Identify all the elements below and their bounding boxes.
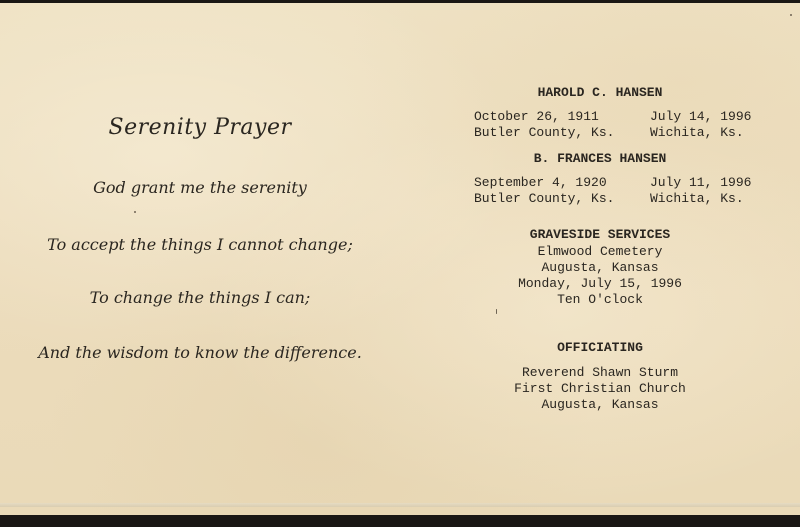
services-date: Monday, July 15, 1996 (518, 276, 682, 291)
prayer-line-4: And the wisdom to know the difference. (38, 343, 362, 362)
death-place: Wichita, Ks. (650, 191, 744, 206)
person-name: HAROLD C. HANSEN (537, 85, 663, 100)
paper-speck (790, 14, 792, 16)
obituary-panel (400, 3, 800, 515)
services-heading: GRAVESIDE SERVICES (529, 227, 671, 242)
parchment-paper (0, 3, 800, 515)
birth-place: Butler County, Ks. (474, 125, 615, 140)
person-name: B. FRANCES HANSEN (533, 151, 667, 166)
officiant-church: First Christian Church (514, 381, 686, 396)
birth-date: October 26, 1911 (474, 109, 599, 124)
serenity-prayer-panel (0, 3, 400, 515)
prayer-line-3: To change the things I can; (89, 288, 311, 307)
prayer-title: Serenity Prayer (108, 115, 292, 140)
paper-bottom-edge (0, 503, 800, 507)
prayer-line-2: To accept the things I cannot change; (47, 235, 353, 254)
death-place: Wichita, Ks. (650, 125, 744, 140)
services-location: Elmwood Cemetery (537, 244, 663, 259)
paper-speck (134, 211, 136, 213)
prayer-line-1: God grant me the serenity (93, 178, 307, 197)
paper-speck (496, 309, 497, 314)
death-date: July 14, 1996 (650, 109, 752, 124)
birth-date: September 4, 1920 (474, 175, 607, 190)
officiant-name: Reverend Shawn Sturm (521, 365, 679, 380)
officiating-heading: OFFICIATING (557, 340, 643, 355)
services-time: Ten O'clock (557, 292, 643, 307)
death-date: July 11, 1996 (650, 175, 752, 190)
services-city: Augusta, Kansas (541, 260, 659, 275)
officiant-city: Augusta, Kansas (541, 397, 659, 412)
birth-place: Butler County, Ks. (474, 191, 615, 206)
